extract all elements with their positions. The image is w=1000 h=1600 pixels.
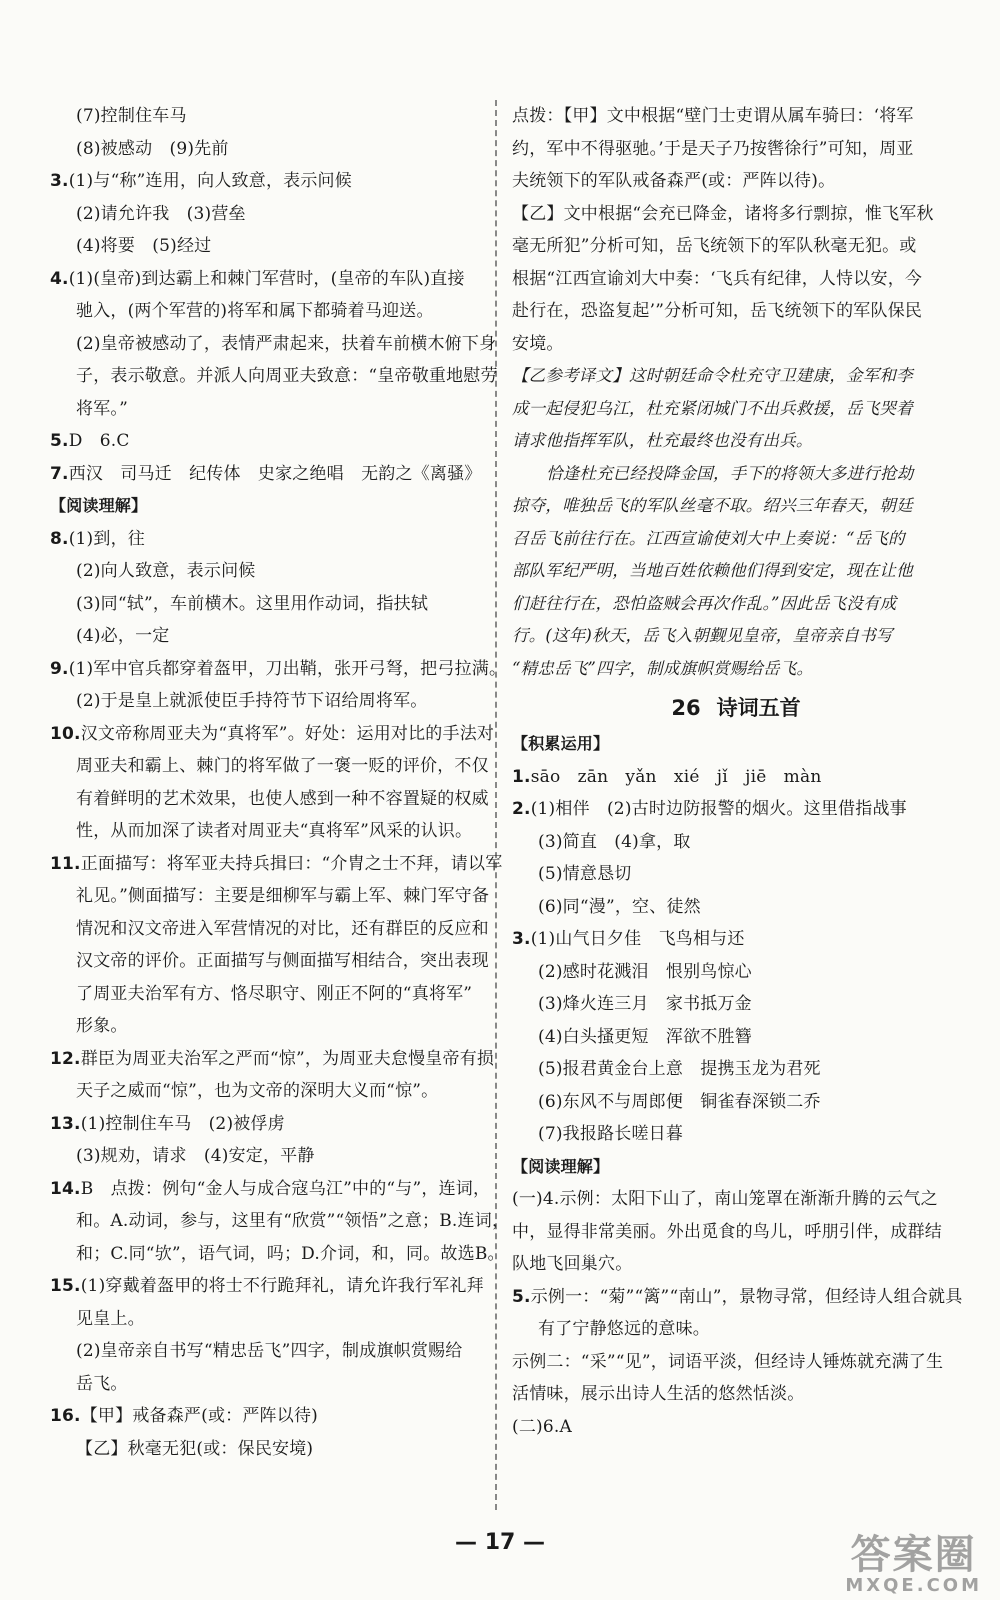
- answer-text: (7)我报路长嗟日暮: [538, 1124, 684, 1144]
- answer-text: 中，显得非常美丽。外出觅食的鸟儿，呼朋引伴，成群结: [512, 1221, 942, 1242]
- answer-text: 们赶往行在，恐怕盗贼会再次作乱。”因此岳飞没有成: [512, 593, 897, 613]
- answer-text: 队地飞回巢穴。: [512, 1254, 633, 1274]
- question-number: 16.: [50, 1406, 81, 1426]
- answer-line: [50, 945, 489, 978]
- answer-line: [512, 1086, 960, 1119]
- answer-text: (6)东风不与周郎便 铜雀春深锁二乔: [538, 1091, 821, 1112]
- answer-line: [512, 165, 960, 198]
- answer-text: 示例二：“采”“见”，词语平淡，但经诗人锤炼就充满了生: [512, 1351, 944, 1372]
- answer-line: [50, 425, 478, 458]
- answer-text: (1)军中官兵都穿着盔甲，刀出鞘，张开弓弩，把弓拉满。: [68, 658, 507, 679]
- answer-line: [512, 523, 960, 556]
- section-heading: [512, 728, 960, 761]
- answer-line: [512, 555, 960, 588]
- answer-text: 【阅读理解】: [512, 1156, 610, 1176]
- answer-text: (1)(皇帝)到达霸上和棘门军营时，(皇帝的车队)直接: [68, 268, 465, 289]
- answer-line: [512, 826, 960, 859]
- answer-text: sāo zān yǎn xié jǐ jiē màn: [530, 766, 822, 787]
- answer-line: [512, 1378, 960, 1411]
- answer-line: [512, 360, 960, 393]
- answer-line: [50, 620, 478, 653]
- answer-text: 点拨：【甲】文中根据“壁门士吏谓从属车骑曰：‘将军: [512, 106, 914, 126]
- right-column: [512, 100, 963, 1443]
- question-number: 2.: [512, 799, 531, 819]
- question-number: 14.: [50, 1178, 81, 1199]
- watermark-logo: [845, 1532, 982, 1596]
- answer-line: [512, 1411, 960, 1444]
- answer-text: 见皇上。: [76, 1308, 145, 1329]
- answer-text: 汉文帝称周亚夫为“真将军”。好处：运用对比的手法对: [80, 723, 495, 744]
- answer-text: 汉文帝的评价。正面描写与侧面描写相结合，突出表现: [76, 951, 489, 971]
- answer-text: 有了宁静悠远的意味。: [538, 1319, 710, 1339]
- question-number: 3.: [50, 171, 69, 191]
- answer-line: [50, 1205, 510, 1238]
- lesson-number: 26: [671, 696, 701, 720]
- answer-text: (2)皇帝亲自书写“精忠岳飞”四字，制成旗帜赏赐给: [76, 1341, 463, 1361]
- answer-text: 【乙参考译文】这时朝廷命令杜充守卫建康，金军和李: [512, 366, 913, 385]
- question-number: 8.: [50, 528, 69, 549]
- answer-text: “精忠岳飞”四字，制成旗帜赏赐给岳飞。: [512, 658, 814, 678]
- answer-text: (1)山气日夕佳 飞鸟相与还: [530, 929, 745, 949]
- answer-line: [50, 685, 478, 718]
- lesson-name: 诗词五首: [716, 696, 801, 720]
- answer-line: [512, 1281, 963, 1314]
- answer-line: [50, 1303, 478, 1336]
- answer-text: 【甲】戒备森严(或：严阵以待): [80, 1406, 318, 1426]
- answer-line: [50, 1368, 478, 1401]
- answer-text: 根据“江西宣谕刘大中奏：‘飞兵有纪律，人恃以安，今: [512, 268, 923, 289]
- question-number: 13.: [50, 1113, 81, 1134]
- answer-line: [512, 1021, 960, 1054]
- answer-line: [50, 100, 478, 133]
- question-number: 5.: [50, 431, 69, 451]
- answer-text: 召岳飞前往行在。江西宣谕使刘大中上奏说：“岳飞的: [512, 528, 905, 548]
- question-number: 11.: [50, 853, 81, 874]
- answer-text: 性，从而加深了读者对周亚夫“真将军”风采的认识。: [76, 821, 473, 841]
- answer-text: (3)规劝，请求 (4)安定，平静: [76, 1146, 315, 1166]
- answer-text: (4)必，一定: [76, 626, 170, 646]
- answer-text: 【积累运用】: [512, 734, 610, 753]
- answer-text: 部队军纪严明，当地百姓依赖他们得到安定，现在让他: [512, 561, 913, 580]
- answer-text: 毫无所犯”分析可知，岳飞统领下的军队秋毫无犯。或: [512, 236, 917, 256]
- section-heading: [50, 490, 478, 523]
- answer-text: (2)向人致意，表示问候: [76, 561, 256, 581]
- answer-text: (1)相伴 (2)古时边防报警的烟火。这里借指战事: [530, 799, 907, 819]
- answer-text: (5)报君黄金台上意 提携玉龙为君死: [538, 1059, 821, 1079]
- answer-line: [512, 425, 960, 458]
- watermark-top-text: 答案圈: [850, 1532, 977, 1578]
- answer-text: (1)控制住车马 (2)被俘虏: [80, 1113, 285, 1134]
- answer-text: 有着鲜明的艺术效果，也使人感到一种不容置疑的权威: [76, 788, 489, 809]
- answer-line: [50, 393, 478, 426]
- answer-line: [512, 620, 960, 653]
- answer-text: 情况和汉文帝进入军营情况的对比，还有群臣的反应和: [76, 918, 489, 939]
- answer-text: 约，军中不得驱驰。’于是天子乃按辔徐行”可知，周亚: [512, 138, 914, 159]
- answer-text: (8)被感动 (9)先前: [76, 138, 229, 159]
- answer-text: 和。A.动词，参与，这里有“欣赏”“领悟”之意；B.连词，: [76, 1211, 510, 1231]
- answer-text: (1)到，往: [68, 528, 145, 549]
- right-column-bottom: [512, 728, 963, 1443]
- answer-text: 恰逢杜充已经投降金国，手下的将领大多进行抢劫: [546, 463, 914, 483]
- answer-line: [50, 1335, 478, 1368]
- answer-line: [512, 263, 960, 296]
- question-number: 15.: [50, 1276, 81, 1296]
- answer-line: [512, 923, 960, 956]
- answer-line: [512, 1346, 960, 1379]
- answer-line: [512, 1118, 960, 1151]
- answer-text: 掠夺，唯独岳飞的军队丝毫不取。绍兴三年春天，朝廷: [512, 496, 913, 515]
- answer-line: [512, 490, 960, 523]
- answer-text: 夫统领下的军队戒备森严(或：严阵以待)。: [512, 171, 836, 191]
- answer-line: [512, 1053, 960, 1086]
- question-number: 7.: [50, 463, 69, 484]
- answer-text: 成一起侵犯乌江，杜充紧闭城门不出兵救援，岳飞哭着: [512, 398, 913, 418]
- answer-line: [50, 848, 503, 881]
- answer-line: [512, 793, 960, 826]
- answer-text: (2)于是皇上就派使臣手持符节下诏给周将军。: [76, 691, 428, 711]
- answer-text: 群臣为周亚夫治军之严而“惊”，为周亚夫怠慢皇帝有损: [80, 1048, 495, 1069]
- answer-text: 西汉 司马迁 纪传体 史家之绝唱 无韵之《离骚》: [68, 463, 482, 484]
- answer-line: [50, 978, 478, 1011]
- answer-text: 正面描写：将军亚夫持兵揖曰：“介胄之士不拜，请以军: [80, 853, 503, 874]
- answer-text: (2)感时花溅泪 恨别鸟惊心: [538, 961, 752, 982]
- answer-line: [50, 1043, 495, 1076]
- answer-line: [512, 295, 960, 328]
- answer-text: 示例一：“菊”“篱”“南山”，景物寻常，但经诗人组合就具: [530, 1286, 963, 1307]
- answer-text: (4)将要 (5)经过: [76, 236, 212, 256]
- answer-text: 子，表示敬意。并派人向周亚夫致意：“皇帝敬重地慰劳: [76, 366, 498, 386]
- answer-text: 礼见。”侧面描写：主要是细柳军与霸上军、棘门军守备: [76, 886, 490, 906]
- answer-line: [50, 263, 478, 296]
- answer-line: [50, 913, 489, 946]
- answer-line: [50, 588, 478, 621]
- answer-text: 请求他指挥军队，杜充最终也没有出兵。: [512, 431, 813, 450]
- answer-line: [512, 891, 960, 924]
- answer-line: [512, 198, 960, 231]
- answer-line: [50, 1108, 478, 1141]
- answer-text: 赴行在，恐盗复起’”分析可知，岳飞统领下的军队保民: [512, 301, 923, 321]
- answer-line: [50, 523, 478, 556]
- answer-text: (1)穿戴着盔甲的将士不行跪拜礼，请允许我行军礼拜: [80, 1276, 484, 1296]
- answer-line: [512, 100, 960, 133]
- watermark-bottom-text: MXQE.COM: [845, 1575, 982, 1596]
- answer-text: (4)白头搔更短 浑欲不胜簪: [538, 1026, 752, 1047]
- answer-line: [512, 653, 960, 686]
- answer-line: [50, 555, 478, 588]
- answer-line: [512, 588, 960, 621]
- answer-line: [50, 750, 489, 783]
- answer-line: [512, 328, 960, 361]
- answer-line: [50, 1400, 478, 1433]
- answer-line: [50, 360, 498, 393]
- answer-line: [512, 1183, 960, 1216]
- answer-line: [50, 458, 482, 491]
- answer-line: [50, 198, 478, 231]
- answer-line: [50, 718, 495, 751]
- answer-text: 将军。”: [76, 398, 128, 419]
- answer-line: [512, 1313, 960, 1346]
- answer-line: [50, 1270, 484, 1303]
- left-column: [50, 100, 510, 1465]
- answer-text: 【阅读理解】: [50, 496, 148, 515]
- answer-text: 了周亚夫治军有方、恪尽职守、刚正不阿的“真将军”: [76, 983, 473, 1004]
- answer-text: 周亚夫和霸上、棘门的将军做了一褒一贬的评价，不仅: [76, 756, 489, 776]
- answer-text: (3)烽火连三月 家书抵万金: [538, 994, 752, 1014]
- question-number: 4.: [50, 268, 69, 289]
- answer-line: [512, 230, 960, 263]
- answer-text: (7)控制住车马: [76, 106, 187, 126]
- answer-text: 形象。: [76, 1016, 128, 1036]
- answer-line: [50, 1075, 478, 1108]
- question-number: 1.: [512, 766, 531, 787]
- lesson-title: [512, 688, 960, 728]
- answer-text: 【乙】秋毫无犯(或：保民安境): [76, 1438, 314, 1459]
- question-number: 12.: [50, 1048, 81, 1069]
- answer-text: (5)情意恳切: [538, 864, 632, 884]
- question-number: 10.: [50, 723, 81, 744]
- answer-text: (2)请允许我 (3)营垒: [76, 203, 246, 224]
- section-heading: [512, 1151, 960, 1184]
- answer-text: (二)6.A: [512, 1416, 572, 1437]
- answer-line: [512, 393, 960, 426]
- answer-text: D 6.C: [68, 431, 130, 451]
- answer-text: (2)皇帝被感动了，表情严肃起来，扶着车前横木俯下身: [76, 333, 497, 354]
- answer-line: [50, 880, 490, 913]
- answer-text: 行。(这年)秋天，岳飞入朝觐见皇帝，皇帝亲自书写: [512, 626, 893, 645]
- answer-text: (1)与“称”连用，向人致意，表示问候: [68, 171, 352, 191]
- answer-line: [50, 328, 497, 361]
- answer-line: [50, 783, 489, 816]
- answer-line: [512, 761, 960, 794]
- answer-text: 和；C.同“欤”，语气词，吗；D.介词，和，同。故选B。: [76, 1243, 505, 1264]
- question-number: 5.: [512, 1286, 531, 1307]
- answer-line: [50, 1140, 478, 1173]
- answer-line: [50, 165, 478, 198]
- question-number: 3.: [512, 929, 531, 949]
- answer-text: 安境。: [512, 333, 564, 354]
- answer-line: [512, 956, 960, 989]
- answer-text: 活情味，展示出诗人生活的悠然恬淡。: [512, 1384, 805, 1404]
- right-column-top: [512, 100, 960, 685]
- answer-line: [50, 230, 478, 263]
- answer-line: [50, 653, 507, 686]
- answer-line: [512, 1248, 960, 1281]
- answer-text: 天子之威而“惊”，也为文帝的深明大义而“惊”。: [76, 1081, 439, 1101]
- answer-text: 驰入，(两个军营的)将军和属下都骑着马迎送。: [76, 301, 434, 321]
- answer-text: (3)简直 (4)拿，取: [538, 831, 691, 852]
- answer-text: (6)同“漫”，空、徒然: [538, 896, 701, 917]
- answer-line: [512, 133, 960, 166]
- answer-text: (3)同“轼”，车前横木。这里用作动词，指扶轼: [76, 593, 429, 614]
- answer-line: [50, 1010, 478, 1043]
- page-number: — 17 —: [455, 1530, 545, 1555]
- answer-line: [512, 458, 960, 491]
- answer-line: [512, 988, 960, 1021]
- answer-text: 【乙】文中根据“会充已降金，诸将多行剽掠，惟飞军秋: [512, 203, 934, 224]
- column-divider: [495, 100, 497, 1510]
- answer-line: [512, 1216, 960, 1249]
- answer-line: [50, 1173, 491, 1206]
- answer-line: [50, 815, 478, 848]
- answer-line: [50, 133, 478, 166]
- answer-line: [512, 858, 960, 891]
- answer-text: (一)4.示例：太阳下山了，南山笼罩在渐渐升腾的云气之: [512, 1189, 938, 1209]
- answer-line: [50, 295, 478, 328]
- question-number: 9.: [50, 658, 69, 679]
- answer-line: [50, 1433, 478, 1466]
- answer-text: 岳飞。: [76, 1373, 128, 1394]
- answer-text: B 点拨：例句“金人与成合寇乌江”中的“与”，连词，: [80, 1178, 491, 1199]
- answer-line: [50, 1238, 505, 1271]
